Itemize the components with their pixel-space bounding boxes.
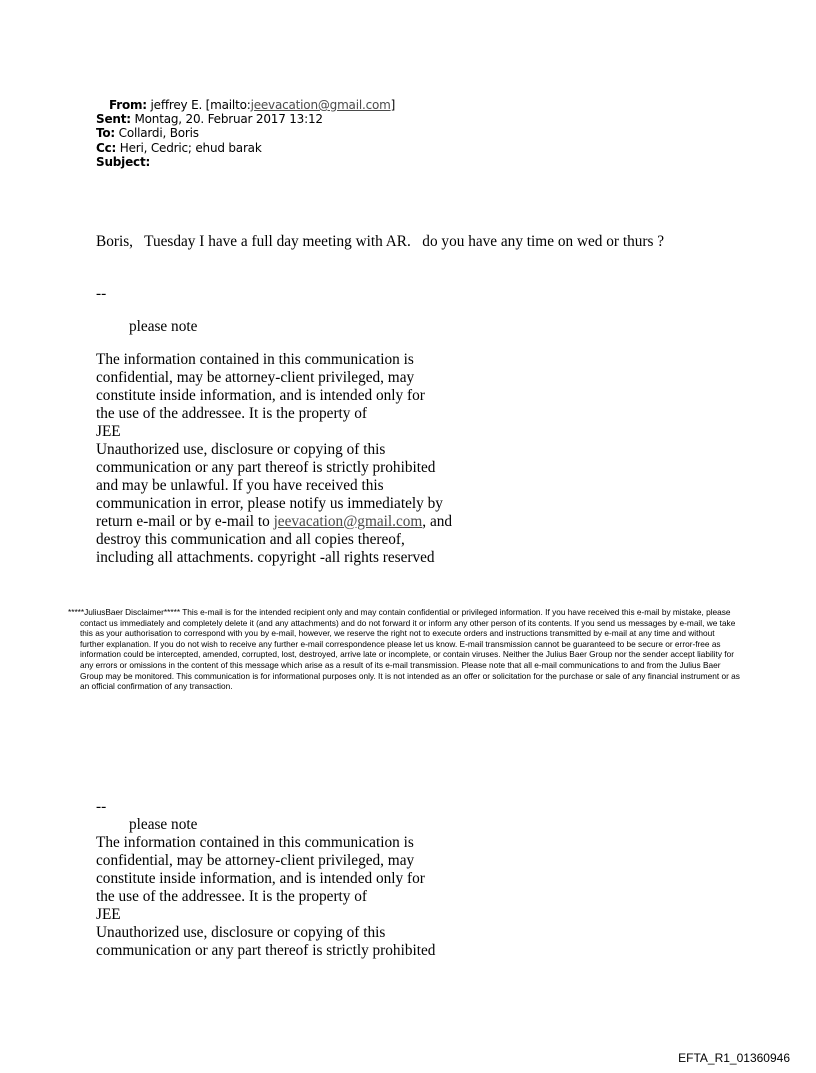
from-row <box>96 98 395 112</box>
juliusbaer-disclaimer: *****JuliusBaer Disclaimer***** This e-mail is for the intended recipient only and may contain confidential or privileged information. If you have received this e-mail by mistake, please contact us immediately and completely delete it (and any attachments) and do not forward it or inform any other person of its contents. If you send us messages by e-mail, we take this as your authorisation to correspond with you by e-mail, however, we reserve the right not to execute orders and instructions transmitted by e-mail at any time and without further explanation. If you do not wish to receive any further e-mail correspondence please let us know. E-mail transmission cannot be guaranteed to be secure or error-free as information could be intercepted, amended, corrupted, lost, destroyed, arrive late or incomplete, or contain viruses. Neither the Julius Baer Group nor the sender accept liability for any errors or omissions in the content of this message which arise as a result of its e-mail transmission. Please note that all e-mail communications to and from the Julius Baer Group may be monitored. This communication is for informational purposes only. It is not intended as an offer or solicitation for the purchase or sale of any financial instrument or as an official confirmation of any transaction. <box>68 607 740 692</box>
return-prefix: return e-mail or by e-mail to <box>96 513 274 530</box>
signature2-line: JEE <box>96 906 121 923</box>
signature2-line: communication or any part thereof is strictly prohibited <box>96 942 436 959</box>
signature2-line: constitute inside information, and is intended only for <box>96 870 425 887</box>
signature-line: including all attachments. copyright -all rights reserved <box>96 549 435 566</box>
signature-return-line <box>96 513 452 531</box>
signature2-line: Unauthorized use, disclosure or copying of this <box>96 924 386 941</box>
signature2-line: confidential, may be attorney-client privileged, may <box>96 852 415 869</box>
signature-line: destroy this communication and all copies thereof, <box>96 531 405 548</box>
email-header <box>96 98 395 169</box>
signature-line: constitute inside information, and is intended only for <box>96 387 425 404</box>
signature-line: The information contained in this communication is <box>96 351 414 368</box>
signature2-dashes: -- <box>96 798 107 815</box>
signature-line: the use of the addressee. It is the property of <box>96 405 368 422</box>
signature2-line: the use of the addressee. It is the property of <box>96 888 368 905</box>
signature-line: communication or any part thereof is strictly prohibited <box>96 459 436 476</box>
signature-line: JEE <box>96 423 121 440</box>
cc-row <box>96 141 395 155</box>
message-body: Boris, Tuesday I have a full day meeting with AR. do you have any time on wed or thurs ? <box>96 233 665 250</box>
from-suffix: ] <box>390 98 396 112</box>
signature2-line: The information contained in this communication is <box>96 834 414 851</box>
subject-label: Subject: <box>96 154 151 169</box>
subject-row <box>96 155 395 169</box>
sent-value: Montag, 20. Februar 2017 13:12 <box>134 112 323 127</box>
cc-value: Heri, Cedric; ehud barak <box>119 140 262 155</box>
signature-line: Unauthorized use, disclosure or copying of this <box>96 441 386 458</box>
document-id: EFTA_R1_01360946 <box>678 1051 790 1065</box>
signature-dashes: -- <box>96 285 107 302</box>
signature2-block <box>96 834 435 960</box>
signature-line: communication in error, please notify us immediately by <box>96 495 443 512</box>
return-email-link[interactable]: jeevacation@gmail.com <box>273 513 423 530</box>
signature2-note: please note <box>129 816 198 833</box>
sent-row <box>96 112 395 126</box>
to-label: To: <box>96 126 116 141</box>
signature-block <box>96 351 452 567</box>
signature-line: confidential, may be attorney-client privileged, may <box>96 369 415 386</box>
from-email-link[interactable]: jeevacation@gmail.com <box>250 98 391 112</box>
sent-label: Sent: <box>96 112 131 127</box>
signature-line: and may be unlawful. If you have received this <box>96 477 384 494</box>
from-label: From: <box>109 98 147 112</box>
to-value: Collardi, Boris <box>118 126 199 141</box>
return-suffix: , and <box>422 513 453 530</box>
from-name: jeffrey E. [mailto: <box>150 98 251 112</box>
signature-note: please note <box>129 318 198 335</box>
cc-label: Cc: <box>96 140 117 155</box>
to-row <box>96 126 395 140</box>
